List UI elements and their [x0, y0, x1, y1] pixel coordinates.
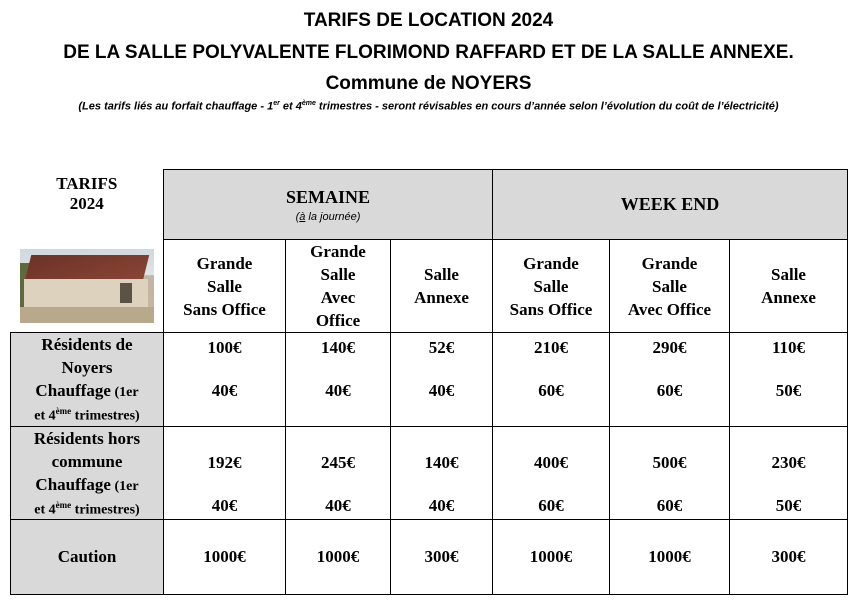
col-header: Salle Annexe	[730, 240, 848, 333]
price-cell: 52€ 40€	[391, 333, 493, 427]
price-cell: 110€ 50€	[730, 333, 848, 427]
price-cell: 500€ 60€	[610, 426, 730, 520]
caution-cell: 300€	[391, 520, 493, 595]
building-photo	[20, 249, 154, 323]
col-header: Grande Salle Avec Office	[286, 240, 391, 333]
group-header-weekend: WEEK END	[493, 170, 848, 240]
corner-label: TARIFS 2024	[56, 173, 118, 213]
group-header-semaine: SEMAINE (à la journée)	[164, 170, 493, 240]
price-cell: 192€ 40€	[164, 426, 286, 520]
caution-cell: 1000€	[164, 520, 286, 595]
commune-name: Commune de NOYERS	[325, 73, 532, 94]
price-cell: 140€ 40€	[391, 426, 493, 520]
photo-cell	[11, 240, 164, 333]
caution-cell: 1000€	[493, 520, 610, 595]
col-header: Grande Salle Avec Office	[610, 240, 730, 333]
col-header: Grande Salle Sans Office	[164, 240, 286, 333]
caution-cell: 1000€	[286, 520, 391, 595]
row-header-caution: Caution	[11, 520, 164, 595]
price-cell: 400€ 60€	[493, 426, 610, 520]
price-cell: 210€ 60€	[493, 333, 610, 427]
price-cell: 100€ 40€	[164, 333, 286, 427]
col-header: Grande Salle Sans Office	[493, 240, 610, 333]
row-header-non-residents: Résidents hors commune Chauffage (1er et 4ème trimestres)	[11, 426, 164, 520]
pricing-note: (Les tarifs liés au forfait chauffage - 1er et 4ème trimestres - seront révisables en cours d’année selon l’évolution du coût de l’électricité)	[78, 100, 779, 113]
document-subtitle: DE LA SALLE POLYVALENTE FLORIMOND RAFFARD ET DE LA SALLE ANNEXE.	[63, 42, 794, 63]
price-cell: 230€ 50€	[730, 426, 848, 520]
document-title: TARIFS DE LOCATION 2024	[303, 10, 554, 31]
price-cell: 290€ 60€	[610, 333, 730, 427]
pricing-table	[10, 169, 848, 595]
price-cell: 140€ 40€	[286, 333, 391, 427]
caution-cell: 300€	[730, 520, 848, 595]
caution-cell: 1000€	[610, 520, 730, 595]
row-header-residents: Résidents de Noyers Chauffage (1er et 4ème trimestres)	[11, 333, 164, 427]
col-header: Salle Annexe	[391, 240, 493, 333]
price-cell: 245€ 40€	[286, 426, 391, 520]
